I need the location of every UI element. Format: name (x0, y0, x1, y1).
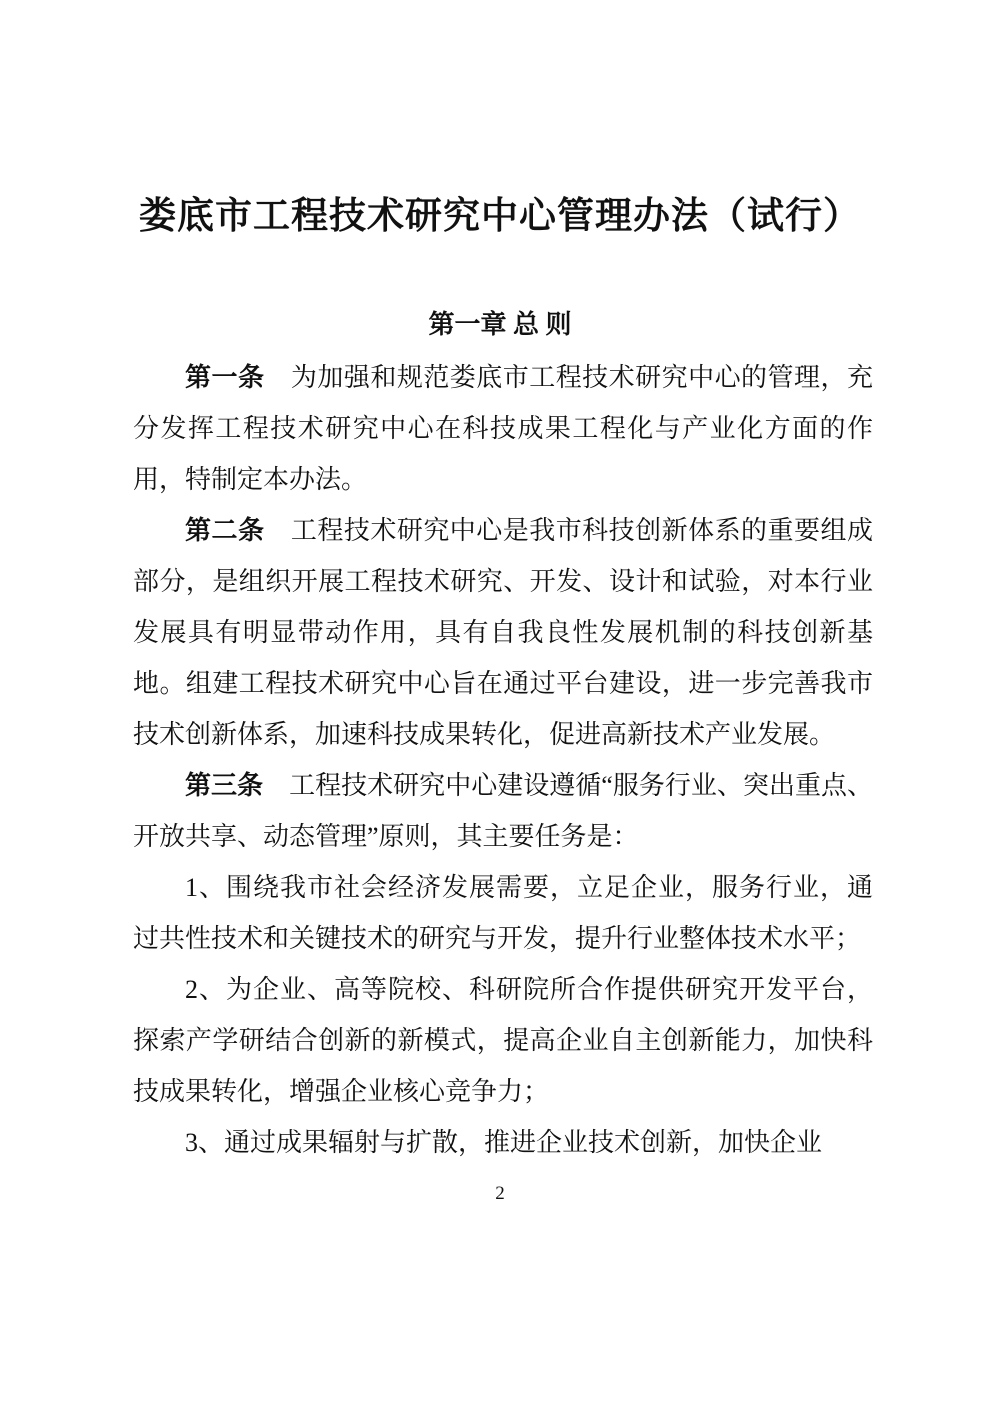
paragraph: 1、围绕我市社会经济发展需要，立足企业，服务行业，通过共性技术和关键技术的研究与开发，提升行业整体技术水平； (133, 873, 873, 953)
paragraph: 第三条 工程技术研究中心建设遵循“服务行业、突出重点、开放共享、动态管理”原则，其主要任务是： (133, 771, 873, 851)
page-number: 2 (495, 1183, 505, 1204)
paragraph-lead: 第三条 (185, 771, 264, 800)
paragraph-lead: 第一条 (185, 363, 265, 392)
chapter-heading: 第一章 总 则 (428, 310, 572, 339)
paragraph: 第一条 为加强和规范娄底市工程技术研究中心的管理，充分发挥工程技术研究中心在科技成果工程化与产业化方面的作用，特制定本办法。 (133, 363, 873, 494)
paragraph: 2、为企业、高等院校、科研院所合作提供研究开发平台，探索产学研结合创新的新模式，提高企业自主创新能力，加快科技成果转化，增强企业核心竞争力； (133, 975, 873, 1106)
paragraph: 第二条 工程技术研究中心是我市科技创新体系的重要组成部分，是组织开展工程技术研究、开发、设计和试验，对本行业发展具有明显带动作用，具有自我良性发展机制的科技创新基地。组建工程技术研究中心旨在通过平台建设，进一步完善我市技术创新体系，加速科技成果转化，促进高新技术产业发展。 (133, 516, 873, 749)
document-body (133, 352, 873, 1168)
paragraph-lead: 第二条 (185, 516, 265, 545)
document-title: 娄底市工程技术研究中心管理办法（试行） (139, 196, 861, 237)
paragraph: 3、通过成果辐射与扩散，推进企业技术创新，加快企业 (185, 1128, 823, 1157)
